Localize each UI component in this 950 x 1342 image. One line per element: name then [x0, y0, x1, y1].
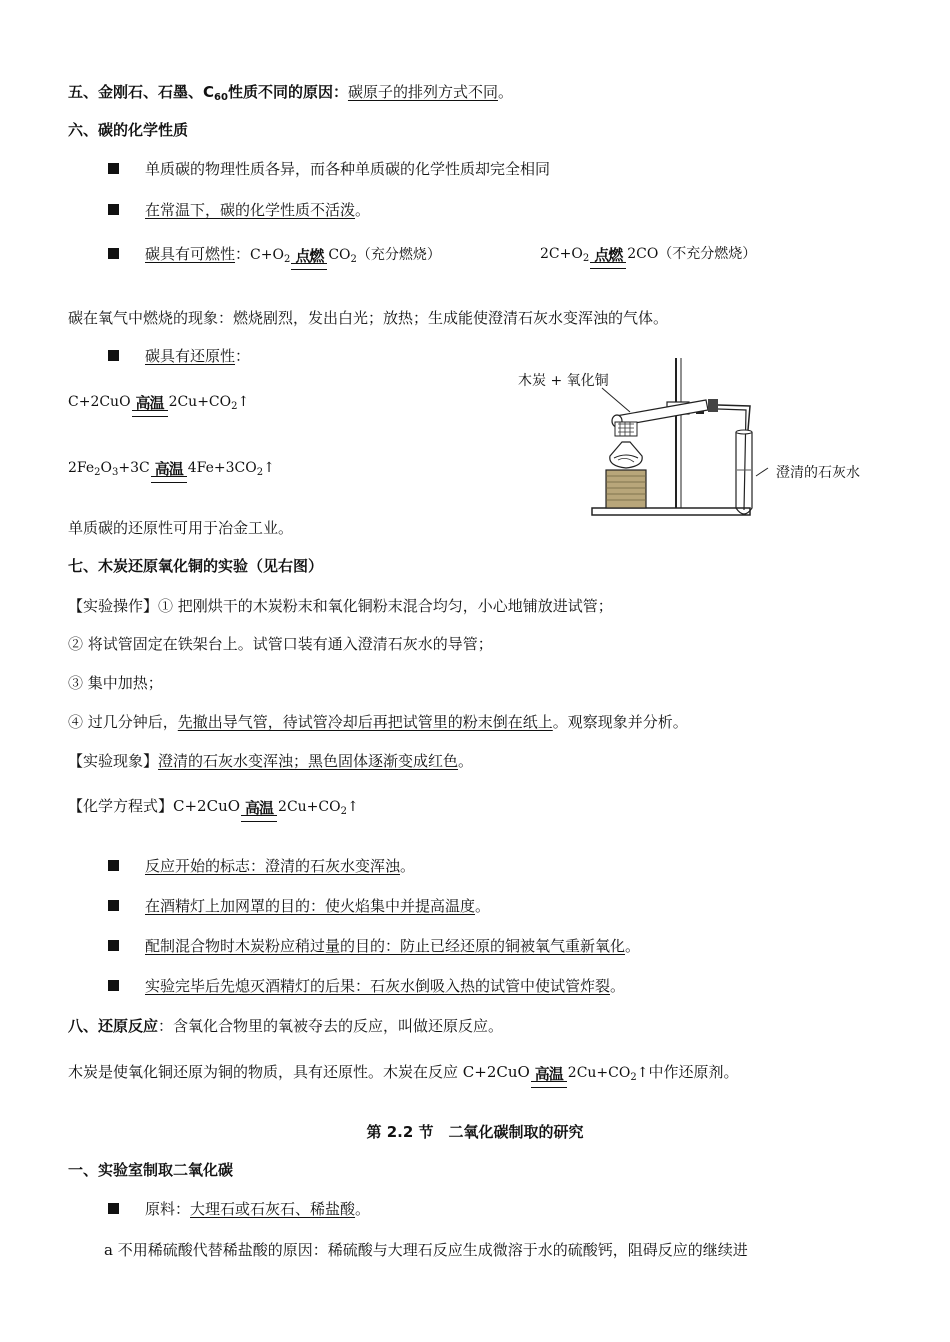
bullet-square-icon [108, 204, 119, 215]
bullet-extinguish-first: 实验完毕后先熄灭酒精灯的后果：石灰水倒吸入热的试管中使试管炸裂。 [108, 976, 625, 996]
section-7-heading: 七、木炭还原氧化铜的实验（见右图） [68, 557, 324, 575]
figure-label-charcoal-cuo: 木炭 + 氧化铜 [518, 373, 609, 389]
equation-fe2o3: $2Fe_2O_3+3C$ 高温 $4Fe+3CO_2↑$ [68, 458, 275, 483]
bullet-combustible: 碳具有可燃性：$C+O_2$ 点燃 $CO_2$（充分燃烧） [108, 244, 441, 270]
section-8-heading: 八、还原反应 [68, 1017, 159, 1035]
combustion-phenomenon: 碳在氧气中燃烧的现象：燃烧剧烈，发出白光；放热；生成能使澄清石灰水变浑浊的气体。 [68, 309, 669, 327]
bullet-reducing: 碳具有还原性： [108, 346, 250, 366]
bullet-square-icon [108, 1203, 119, 1214]
reaction-condition: 高温 [531, 1067, 567, 1088]
reaction-condition: 点燃 [291, 249, 327, 270]
section-8-line: 八、还原反应：含氧化合物里的氧被夺去的反应，叫做还原反应。 [68, 1017, 504, 1035]
operation-step-1: 【实验操作】① 把刚烘干的木炭粉末和氧化铜粉末混合均匀，小心地铺放进试管； [68, 597, 613, 615]
figure-label-limewater: 澄清的石灰水 [776, 465, 860, 481]
reaction-condition: 点燃 [590, 248, 626, 269]
reaction-condition: 高温 [151, 462, 187, 483]
operation-step-2: ② 将试管固定在铁架台上。试管口装有通入澄清石灰水的导管； [68, 635, 493, 653]
bullet-reaction-start: 反应开始的标志：澄清的石灰水变浑浊。 [108, 856, 415, 876]
apparatus-figure [510, 350, 890, 529]
bullet-excess-charcoal: 配制混合物时木炭粉应稍过量的目的：防止已经还原的铜被氧气重新氧化。 [108, 936, 640, 956]
operation-step-3: ③ 集中加热； [68, 674, 163, 692]
reaction-condition: 高温 [241, 801, 277, 822]
equation-incomplete-combustion: $2C+O_2$ 点燃 2CO（不充分燃烧） [540, 244, 756, 269]
lab-co2-heading: 一、实验室制取二氧化碳 [68, 1161, 234, 1179]
metallurgy-note: 单质碳的还原性可用于冶金工业。 [68, 519, 294, 537]
operation-step-4: ④ 过几分钟后，先撤出导气管，待试管冷却后再把试管里的粉末倒在纸上。观察现象并分析。 [68, 713, 688, 731]
bullet-square-icon [108, 248, 119, 259]
experiment-equation: 【化学方程式】C+2CuO 高温 $2Cu+CO_2↑$ [68, 796, 359, 822]
experiment-phenomenon: 【实验现象】澄清的石灰水变浑浊；黑色固体逐渐变成红色。 [68, 752, 474, 770]
bullet-square-icon [108, 940, 119, 951]
equation-cuo: C+2CuO 高温 $2Cu+CO_2↑$ [68, 392, 249, 417]
bullet-square-icon [108, 350, 119, 361]
section-5-heading: 五、金刚石、石墨、$C_{60}$性质不同的原因： [68, 83, 348, 103]
bullet-square-icon [108, 980, 119, 991]
bullet-raw-materials: 原料：大理石或石灰石、稀盐酸。 [108, 1199, 370, 1219]
bullet-inactive: 在常温下，碳的化学性质不活泼。 [108, 200, 370, 220]
section-5-line: 五、金刚石、石墨、$C_{60}$性质不同的原因：碳原子的排列方式不同。 [68, 83, 513, 103]
reducing-agent-note: 木炭是使氧化铜还原为铜的物质，具有还原性。木炭在反应 C+2CuO 高温 $2Cu+CO_2↑$中作还原剂。 [68, 1062, 738, 1088]
bullet-square-icon [108, 860, 119, 871]
bullet-square-icon [108, 900, 119, 911]
section-6-heading: 六、碳的化学性质 [68, 121, 189, 139]
reaction-condition: 高温 [132, 396, 168, 417]
note-sulfuric-acid: a 不用稀硫酸代替稀盐酸的原因：稀硫酸与大理石反应生成微溶于水的硫酸钙，阻碍反应的继续进 [104, 1241, 748, 1259]
bullet-square-icon [108, 163, 119, 174]
section-title: 第 2.2 节 二氧化碳制取的研究 [366, 1123, 584, 1141]
section-5-answer: 碳原子的排列方式不同 [347, 83, 498, 101]
bullet-physical-properties: 单质碳的物理性质各异，而各种单质碳的化学性质却完全相同 [108, 159, 550, 179]
bullet-wire-gauze: 在酒精灯上加网罩的目的：使火焰集中并提高温度。 [108, 896, 490, 916]
